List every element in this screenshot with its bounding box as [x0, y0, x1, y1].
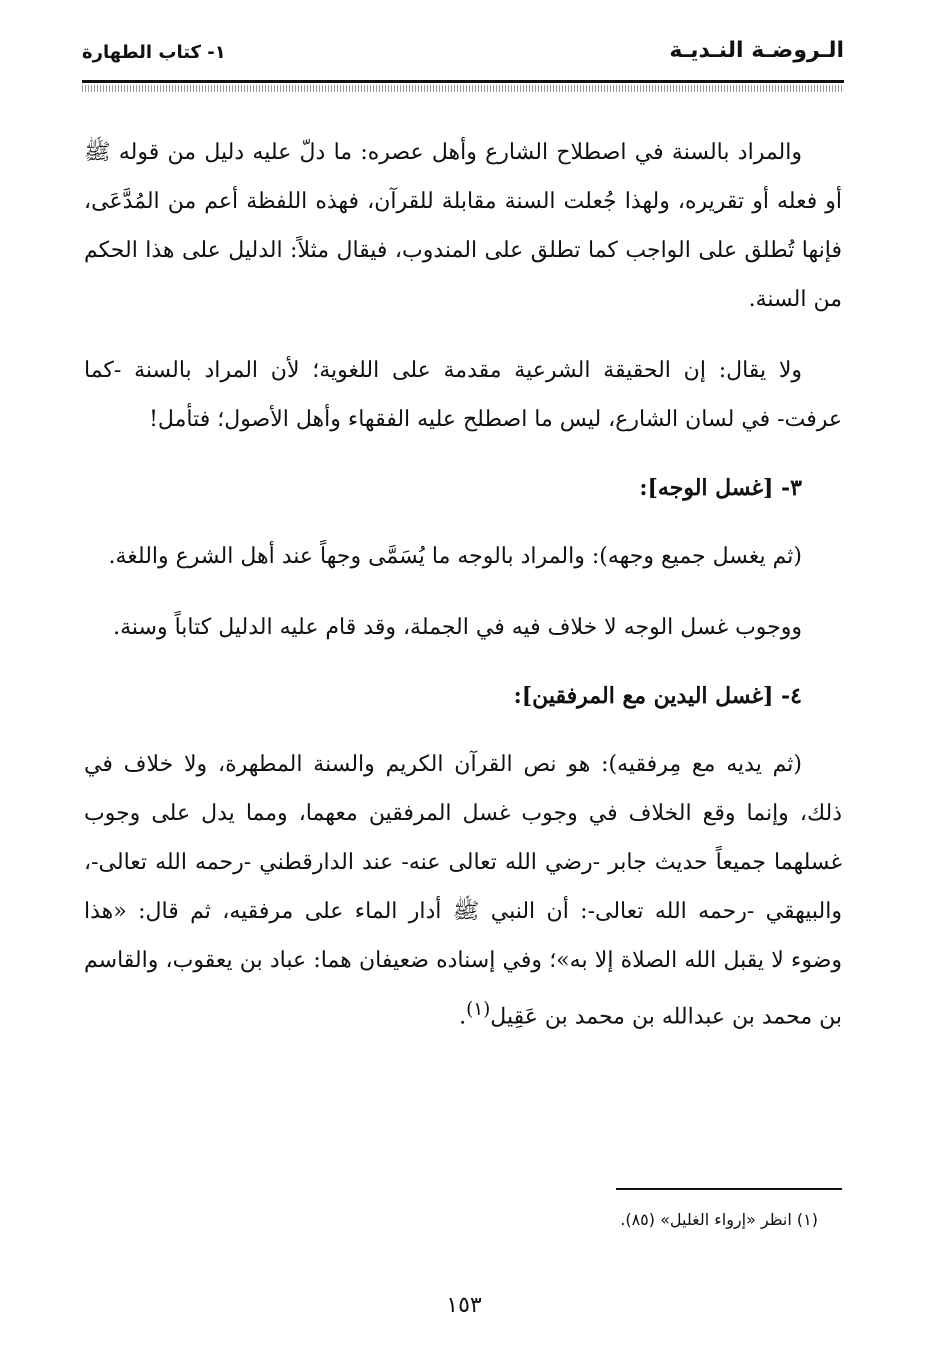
paragraph-arms-end: .	[459, 1004, 467, 1030]
running-header	[82, 38, 844, 78]
footnote-text: (١) انظر «إرواء الغليل» (٨٥).	[620, 1210, 818, 1229]
book-title: الـروضـة النـديـة	[669, 38, 844, 63]
page-number: ١٥٣	[446, 1293, 482, 1318]
paragraph-face-definition: (ثم يغسل جميع وجهه): والمراد بالوجه ما يُسَمَّى وجهاً عند أهل الشرع واللغة.	[108, 544, 802, 569]
section-heading-washing-arms: ٤- [غسل اليدين مع المرفقين]:	[513, 683, 802, 709]
section-heading-washing-face: ٣- [غسل الوجه]:	[639, 475, 802, 501]
paragraph-face-obligation: ووجوب غسل الوجه لا خلاف فيه في الجملة، وقد قام عليه الدليل كتاباً وسنة.	[113, 615, 802, 640]
paragraph-sunnah-definition: والمراد بالسنة في اصطلاح الشارع وأهل عصره: ما دلّ عليه دليل من قوله ﷺ أو فعله أو تقريره، ولهذا جُعلت السنة مقابلة للقرآن، فهذه اللفظة أعم من المُدَّعَى، فإنها تُطلق على الواجب كما تطلق على المندوب، فيقال مثلاً: الدليل على هذا الحكم من السنة.	[84, 140, 842, 312]
chapter-title: ١- كتاب الطهارة	[82, 42, 226, 63]
paragraph-arms-evidence	[84, 740, 842, 1041]
header-rule	[82, 80, 844, 83]
header-hatch-band	[82, 85, 844, 92]
footnote-separator	[616, 1188, 842, 1190]
paragraph-sharia-reality: ولا يقال: إن الحقيقة الشرعية مقدمة على اللغوية؛ لأن المراد بالسنة -كما عرفت- في لسان الشارع، ليس ما اصطلح عليه الفقهاء وأهل الأصول؛ فتأمل!	[84, 358, 842, 432]
page-body	[84, 128, 842, 1063]
footnote-reference[interactable]: (١)	[466, 999, 491, 1020]
paragraph-arms-text: (ثم يديه مع مِرفقيه): هو نص القرآن الكريم والسنة المطهرة، ولا خلاف في ذلك، وإنما وقع الخلاف في وجوب غسل المرفقين معهما، ومما يدل على وجوب غسلهما جميعاً حديث جابر -رضي الله تعالى عنه- عند الدارقطني -رحمه الله تعالى-، والبيهقي -رحمه الله تعالى-: أن النبي ﷺ أدار الماء على مرفقيه، ثم قال: «هذا وضوء لا يقبل الله الصلاة إلا به»؛ وفي إسناده ضعيفان هما: عباد بن يعقوب، والقاسم بن محمد بن عبدالله بن محمد بن عَقِيل	[84, 752, 842, 1030]
